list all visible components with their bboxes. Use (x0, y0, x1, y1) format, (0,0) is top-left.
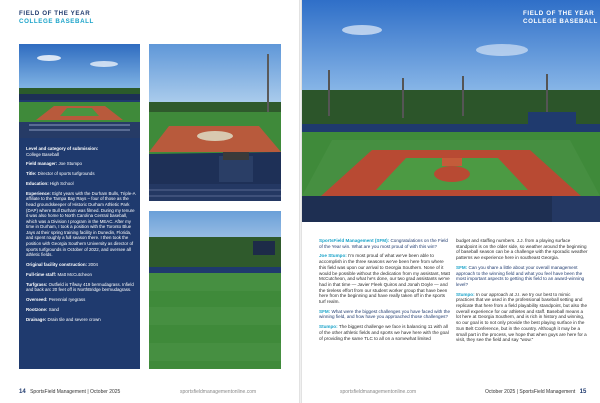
field-info-list (26, 146, 136, 326)
page-number: 14 (19, 389, 26, 395)
article-column-2 (456, 238, 588, 347)
outfield-scoreboard-photo (149, 211, 281, 369)
answer-3: Stumpo: In our approach at J.I. we try our best to mimic practices that we used in the professional baseball setting and replicate that here from a field playability standpoint, but also the overall experience for our athletes and staff. Baseball means a lot here at Georgia Southern, and is rich in history and winning, so our goal is to not only provide the best playing surface in the Sun Belt Conference, but in the country. Although it may be a small part in the process, we hope that when guys are here for a visit, they see the field and say "wow." (456, 291, 587, 343)
publication-name: SportsField Management | October 2025 (30, 389, 121, 395)
question-2: SFM: What were the biggest challenges you have faced with the winning field, and how have you approached those challenges? (319, 308, 451, 320)
header-category: COLLEGE BASEBALL (19, 18, 94, 25)
full-stadium-photo (302, 0, 600, 222)
info-level: Level and category of submission: College Baseball (26, 146, 99, 157)
publication-name: October 2025 | SportsField Management (485, 389, 576, 395)
info-construction: Original facility construction: 2004 (26, 262, 99, 268)
question-3: SFM: Can you share a little about your overall management approach to the winning field and what you feel have been the most important aspects to getting this field to an award-winning level? (456, 264, 585, 287)
info-experience: Experience: Eight years with the Durham Bulls, Triple-A affiliate to the Tampa Bay Rays – four of those as the head groundskeeper of Historic Durham Athletic Park (DAP) where Bull Durham was filmed. During my tenure it was also home to North Carolina Central baseball, which was a Division I program in the MEAC. After my time in Durham, I took a position with the Toronto Blue Jays at their spring training facility in Dunedin, Florida, and spent roughly a full season there. I then took the position with Georgia Southern University as director of sports turfgrounds in October of 2022, and oversee all athletic fields. (26, 190, 136, 258)
article-column-1 (319, 238, 451, 345)
dugout-infield-photo (149, 44, 281, 201)
info-overseed: Overseed: Perennial ryegrass (26, 296, 86, 302)
header-title: FIELD OF THE YEAR (19, 10, 91, 17)
answer-1: Joe Stumpo: I'm most proud of what we've been able to accomplish in the three seasons we've been here from where this field was upon our arrival to Georgia Southern. None of it would be possible without the dedication from my assistant, Matt McCutcheon, and what he's done, our two grad assistants we've had in that time — Javier Fleek Quiros and Jonah Doyle — and the tireless effort from our student worker group that have been here from the beginning and have really taken off in the sports turf realm. (319, 253, 450, 305)
right-page-header (523, 10, 598, 25)
page-number: 15 (579, 389, 587, 395)
left-page-header (19, 10, 94, 25)
right-page-footer (485, 389, 589, 395)
stadium-overview-photo (19, 44, 140, 138)
info-manager: Field manager: Joe Stumpo (26, 161, 82, 167)
info-staff: Full-time staff: Matt McCutcheon (26, 271, 92, 277)
info-education: Education: High School (26, 180, 74, 186)
info-rootzone: Rootzone: Sand (26, 306, 59, 312)
answer-2-continued: budget and staffing numbers. J.J. from a playing surface standpoint is on the older side, so weather around the beginning of baseball season can be a challenge with the sporadic weather patterns we experience here in southeast Georgia. (456, 238, 588, 261)
info-drainage: Drainage: Drain tile and severe crown (26, 316, 101, 322)
question-1: SportsField Management (SFM): Congratulations on the Field of the Year win. What are you most proud of with this win? (319, 238, 448, 249)
info-turfgrass: Turfgrass: Outfield is Tifway 419 bermudagrass. Infield and back arc 20 feet off is NorthBridge bermudagrass. (26, 281, 134, 293)
answer-2: Stumpo: The biggest challenge we face is balancing 11 with all of the other athletic fields and sports we have here with the goal of providing the same TLC to all on a somewhat limited (319, 324, 449, 341)
left-page-footer (19, 389, 120, 395)
right-footer-url: sportsfieldmanagementonline.com (340, 389, 417, 395)
header-title: FIELD OF THE YEAR (523, 10, 595, 17)
info-title: Title: Director of sports turfgrounds (26, 171, 95, 177)
header-category: COLLEGE BASEBALL (523, 18, 598, 25)
left-footer-url: sportsfieldmanagementonline.com (180, 389, 257, 395)
